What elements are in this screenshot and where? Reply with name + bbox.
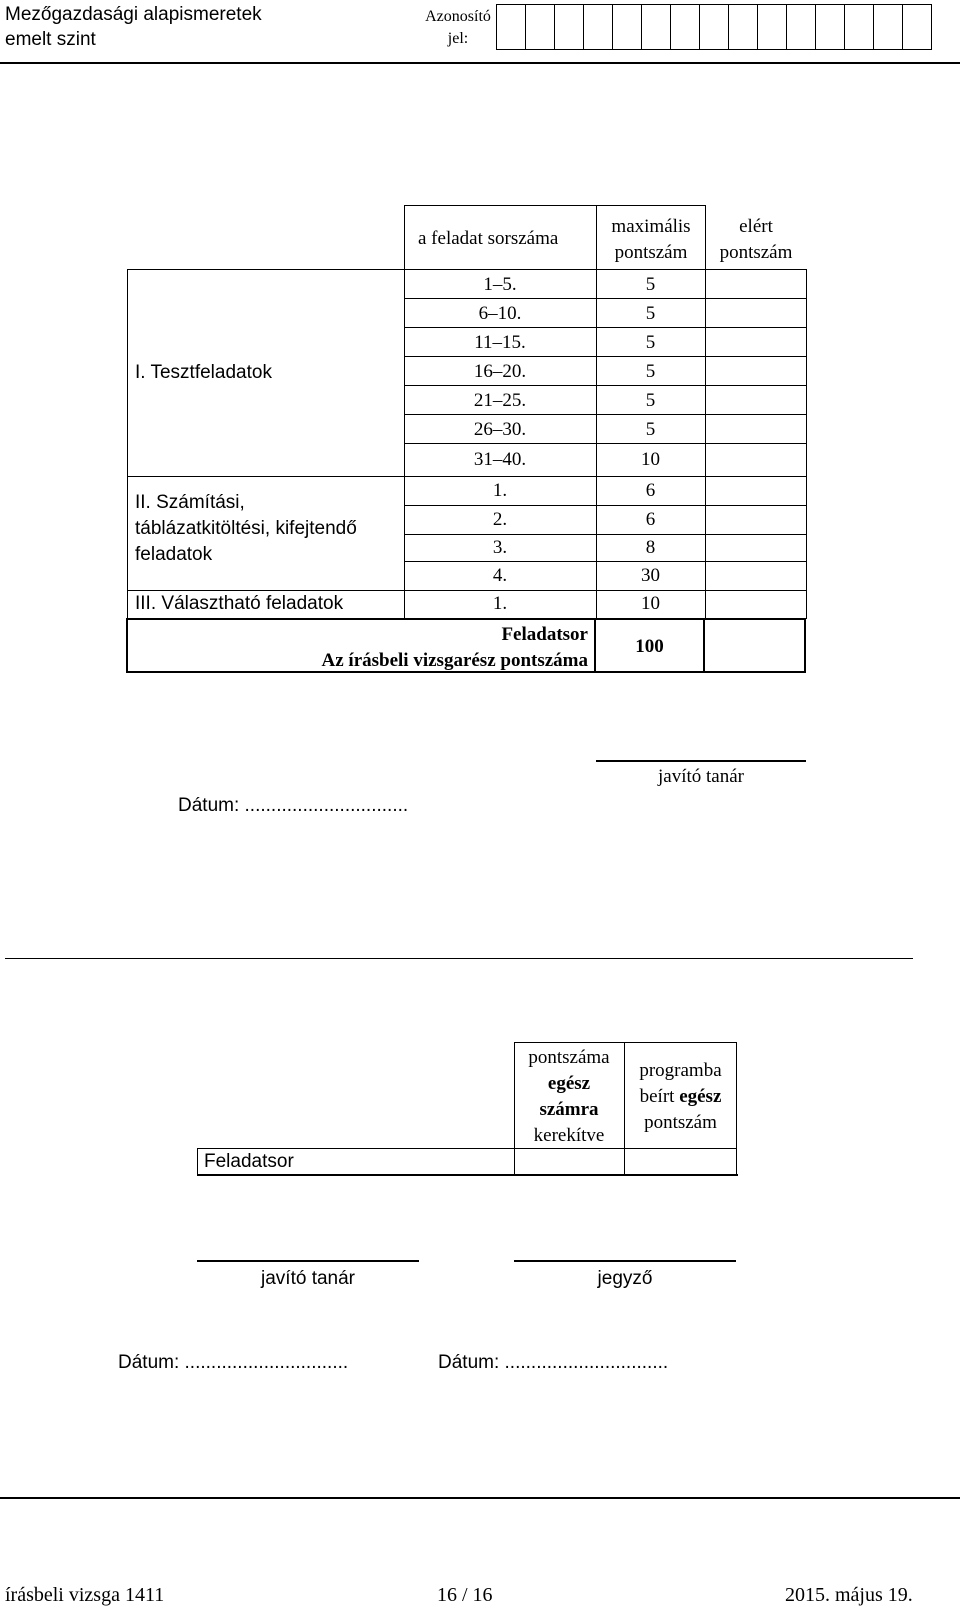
exam-subject-header (5, 2, 262, 52)
table-row-task: 3. (492, 537, 508, 558)
signature-line (596, 760, 806, 762)
col-header-rounded: pontszáma egész számra kerekítve (528, 1047, 610, 1146)
rounded-score-input[interactable] (515, 1149, 623, 1174)
col-header-max-points: maximális pontszám (611, 216, 691, 263)
signature-role: javító tanár (658, 766, 744, 787)
id-boxes[interactable] (496, 4, 932, 50)
table-row-max: 6 (645, 509, 656, 530)
table-row-max: 30 (641, 565, 660, 586)
footer-date: 2015. május 19. (785, 1584, 913, 1606)
table-row-task: 16–20. (473, 361, 527, 382)
id-boxes-grid (496, 4, 932, 50)
group-label-calculation: II. Számítási, táblázatkitöltési, kifejtendő feladatok (135, 492, 357, 565)
signature-role-right: jegyző (597, 1268, 653, 1289)
col-header-task-number: a feladat sorszáma (418, 228, 559, 249)
table-row-max: 5 (645, 303, 656, 324)
table-row-max: 5 (645, 390, 656, 411)
table-row-max: 10 (641, 449, 660, 470)
table-row-task: 1. (492, 593, 508, 614)
date-field[interactable]: Dátum: ............................... (178, 795, 409, 816)
footer-page-number: 16 / 16 (437, 1584, 493, 1606)
table-row-task: 11–15. (474, 332, 526, 353)
header-divider (0, 62, 960, 64)
table-row-max: 8 (645, 537, 656, 558)
signature-role-left: javító tanár (261, 1268, 355, 1289)
id-label: Azonosító jel: (425, 8, 491, 47)
program-score-input[interactable] (625, 1149, 735, 1174)
col-header-achieved-points: elért pontszám (719, 216, 793, 263)
table-row-max: 5 (645, 419, 656, 440)
total-label: Feladatsor Az írásbeli vizsgarész pontszáma (321, 624, 588, 671)
table-row-task: 1–5. (483, 274, 517, 295)
footer-divider (0, 1497, 960, 1499)
table-row-task: 4. (492, 565, 508, 586)
signature-line-right (514, 1260, 736, 1262)
table-row-max: 6 (645, 480, 656, 501)
table-row-task: 21–25. (473, 390, 527, 411)
table-row-task: 1. (492, 480, 508, 501)
table-row-max: 5 (645, 274, 656, 295)
table-row-max: 5 (645, 332, 656, 353)
table-row-max: 10 (641, 593, 660, 614)
signature-line-left (197, 1260, 419, 1262)
table-row-task: 26–30. (473, 419, 527, 440)
group-label-optional: III. Választható feladatok (135, 593, 344, 614)
exam-level: emelt szint (5, 29, 96, 50)
table-row-max: 5 (645, 361, 656, 382)
date-field-left[interactable]: Dátum: ............................... (118, 1352, 349, 1373)
total-achieved-input[interactable] (705, 620, 804, 671)
section-divider (5, 958, 913, 959)
exam-subject: Mezőgazdasági alapismeretek (5, 4, 262, 25)
summary-row-label: Feladatsor (204, 1151, 294, 1172)
total-max: 100 (635, 636, 664, 657)
table-row-task: 31–40. (473, 449, 527, 470)
table-row-task: 2. (492, 509, 508, 530)
footer-exam-code: írásbeli vizsga 1411 (5, 1584, 165, 1606)
date-field-right[interactable]: Dátum: ............................... (438, 1352, 669, 1373)
table-row-task: 6–10. (478, 303, 522, 324)
group-label-tests: I. Tesztfeladatok (135, 362, 272, 383)
col-header-program: programba beírt egész pontszám (639, 1060, 722, 1133)
